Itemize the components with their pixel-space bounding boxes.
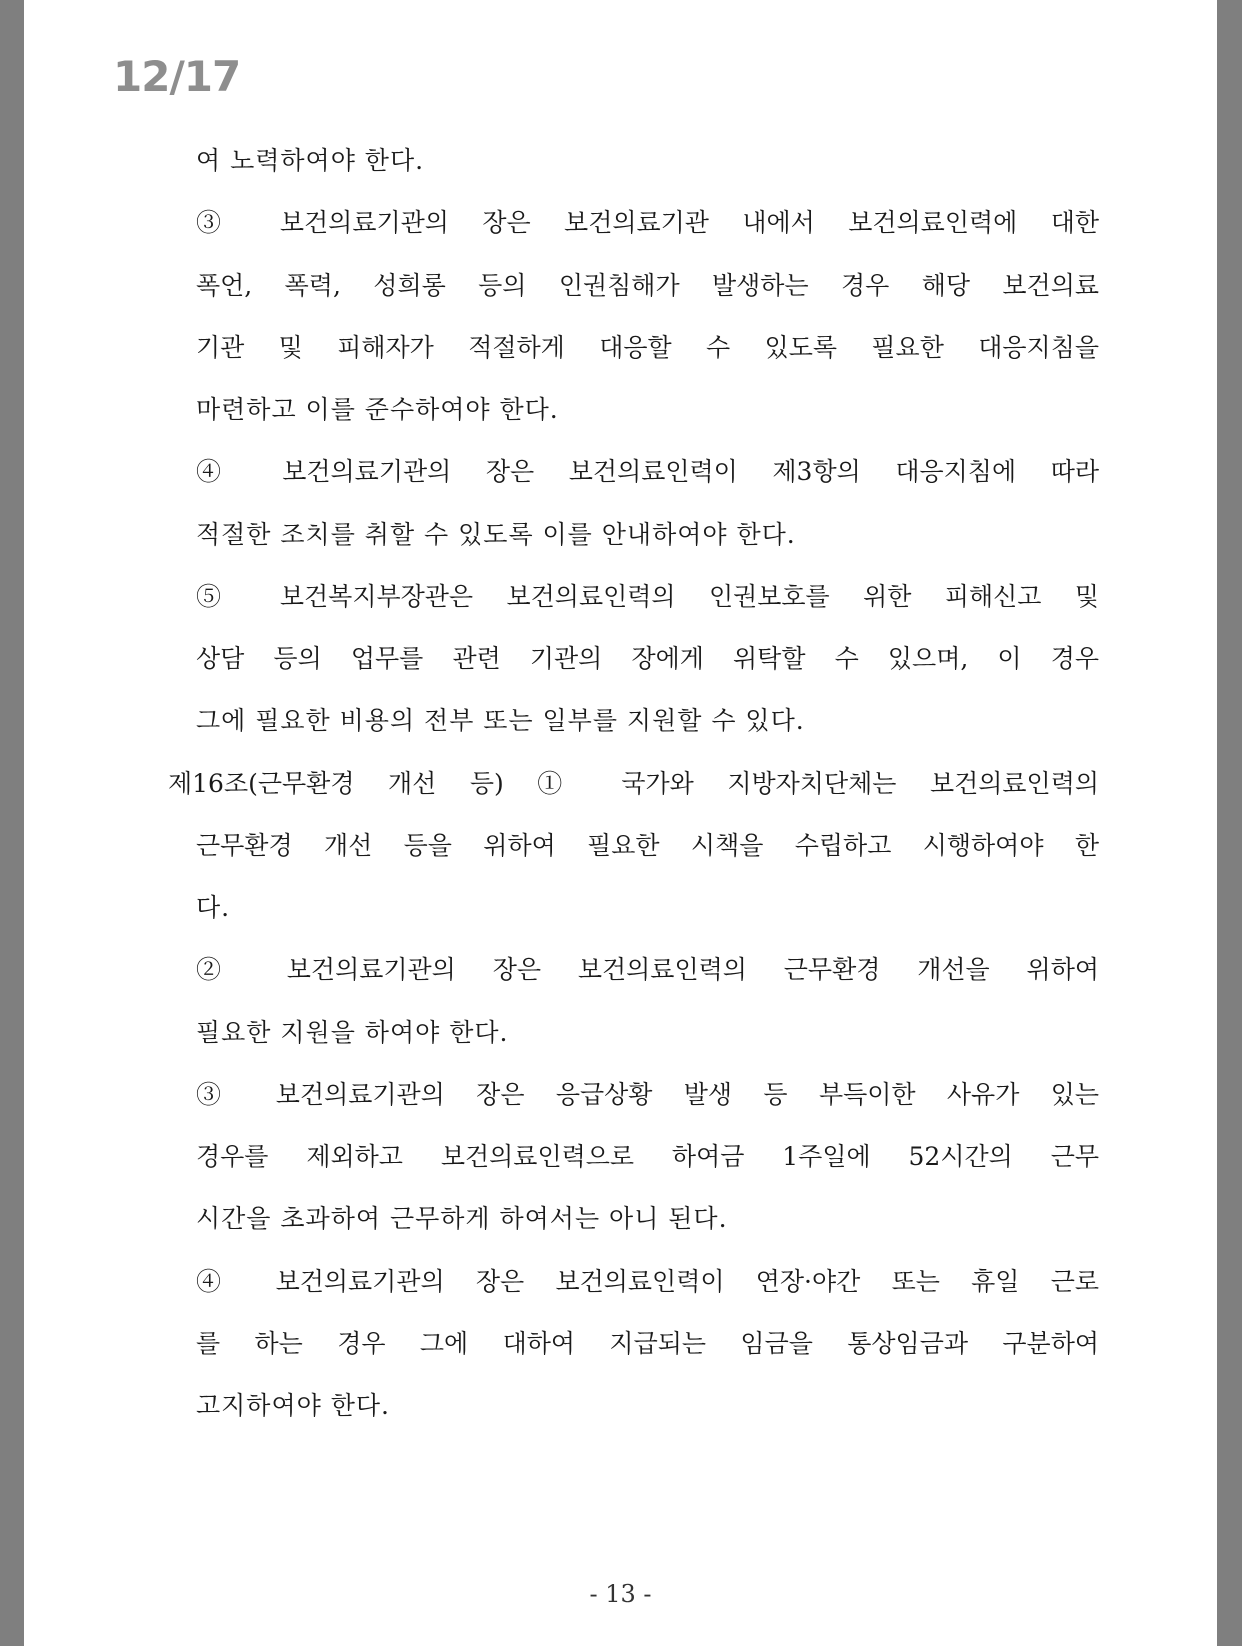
text-line: ③ 보건의료기관의 장은 보건의료기관 내에서 보건의료인력에 대한 [196,208,1099,237]
text-line: 고지하여야 한다. [196,1391,390,1420]
text-line: 마련하고 이를 준수하여야 한다. [196,395,559,424]
text-line: ③ 보건의료기관의 장은 응급상황 발생 등 부득이한 사유가 있는 [196,1080,1099,1109]
text-line: ④ 보건의료기관의 장은 보건의료인력이 제3항의 대응지침에 따라 [196,457,1099,486]
text-line: 경우를 제외하고 보건의료인력으로 하여금 1주일에 52시간의 근무 [196,1142,1099,1171]
text-line: 폭언, 폭력, 성희롱 등의 인권침해가 발생하는 경우 해당 보건의료 [196,271,1099,300]
article-heading-line: 제16조(근무환경 개선 등) ① 국가와 지방자치단체는 보건의료인력의 [168,769,1099,798]
document-body [24,0,1217,1646]
text-line: 를 하는 경우 그에 대하여 지급되는 임금을 통상임금과 구분하여 [196,1329,1099,1358]
text-line: 필요한 지원을 하여야 한다. [196,1018,509,1047]
text-line: 기관 및 피해자가 적절하게 대응할 수 있도록 필요한 대응지침을 [196,333,1099,362]
text-line: 적절한 조치를 취할 수 있도록 이를 안내하여야 한다. [196,520,796,549]
page-indicator: 12/17 [113,52,241,101]
text-line: ④ 보건의료기관의 장은 보건의료인력이 연장·야간 또는 휴일 근로 [196,1267,1099,1296]
text-line: ② 보건의료기관의 장은 보건의료인력의 근무환경 개선을 위하여 [196,955,1099,984]
text-line: 여 노력하여야 한다. [196,146,425,175]
page-number: - 13 - [589,1580,652,1608]
text-line: 그에 필요한 비용의 전부 또는 일부를 지원할 수 있다. [196,706,805,735]
text-line: 상담 등의 업무를 관련 기관의 장에게 위탁할 수 있으며, 이 경우 [196,644,1099,673]
document-page [24,0,1217,1646]
text-line: 시간을 초과하여 근무하게 하여서는 아니 된다. [196,1204,728,1233]
text-line: 근무환경 개선 등을 위하여 필요한 시책을 수립하고 시행하여야 한 [196,831,1099,860]
text-line: ⑤ 보건복지부장관은 보건의료인력의 인권보호를 위한 피해신고 및 [196,582,1099,611]
text-line: 다. [196,893,231,922]
